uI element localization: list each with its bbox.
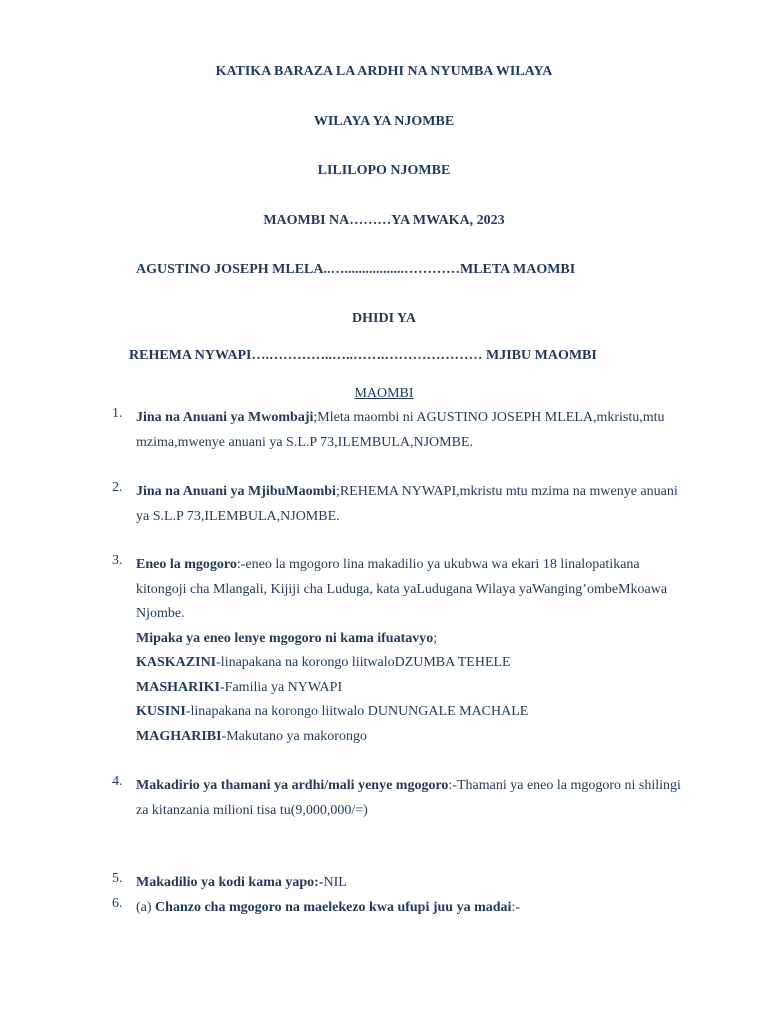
application-number: MAOMBI NA………YA MWAKA, 2023	[263, 213, 505, 228]
boundary-direction: MASHARIKI	[136, 679, 221, 695]
list-item-4	[112, 774, 682, 823]
boundary-description: -Familia ya NYWAPI	[220, 679, 343, 695]
boundary-description: -linapakana na korongo liitwaloDZUMBA TEHELE	[216, 655, 511, 670]
boundary-west	[136, 725, 682, 750]
item-number: 5.	[112, 871, 123, 886]
item-label: Jina na Anuani ya MjibuMaombi	[136, 484, 336, 499]
location-heading: LILILOPO NJOMBE	[317, 163, 451, 178]
item-text: :-	[511, 900, 520, 915]
boundary-east	[136, 676, 682, 701]
list-item-2	[112, 480, 682, 529]
list-item-5	[112, 871, 682, 896]
item-label: Jina na Anuani ya Mwombaji	[136, 410, 314, 425]
list-item-1	[112, 406, 682, 455]
boundary-description: -linapakana na korongo liitwalo DUNUNGALE MACHALE	[185, 704, 529, 719]
boundaries-heading: Mipaka ya eneo lenye mgogoro ni kama ifuatavyo	[136, 630, 434, 646]
boundary-direction: KUSINI	[136, 704, 186, 719]
boundary-south	[136, 700, 682, 725]
item-number: 4.	[112, 774, 123, 789]
boundary-direction: KASKAZINI	[136, 655, 217, 670]
boundaries-heading-end: ;	[433, 630, 438, 646]
item-number: 6.	[112, 896, 123, 911]
district-heading: WILAYA YA NJOMBE	[313, 114, 455, 129]
court-heading: KATIKA BARAZA LA ARDHI NA NYUMBA WILAYA	[215, 64, 553, 79]
item-label: Chanzo cha mgogoro na maelekezo kwa ufupi juu ya madai	[155, 900, 512, 915]
item-text: :-Thamani ya eneo la mgogoro ni shilingi za kitanzania milioni tisa tu(9,000,000/=)	[136, 778, 681, 818]
item-label: Makadirio ya thamani ya ardhi/mali yenye mgogoro	[136, 778, 449, 793]
item-label: Makadilio ya kodi kama yapo:-	[136, 875, 324, 890]
item-text: ;Mleta maombi ni AGUSTINO JOSEPH MLELA,mkristu,mtu mzima,mwenye anuani ya S.L.P 73,ILEMBULA,NJOMBE.	[136, 410, 665, 450]
section-title: MAOMBI	[354, 386, 414, 401]
applicant-line: AGUSTINO JOSEPH MLELA..….................…………MLETA MAOMBI	[136, 262, 576, 277]
item-text: ;REHEMA NYWAPI,mkristu mtu mzima na mwenye anuani ya S.L.P 73,ILEMBULA,NJOMBE.	[136, 484, 678, 524]
boundary-north	[136, 651, 682, 676]
item-number: 3.	[112, 553, 123, 568]
boundary-direction: MAGHARIBI	[136, 728, 222, 744]
boundary-description: -Makutano ya makorongo	[221, 728, 367, 744]
list-item-6	[112, 896, 682, 921]
versus-label: DHIDI YA	[352, 311, 416, 326]
item-number: 1.	[112, 406, 123, 421]
item-text: NIL	[323, 875, 347, 890]
item-label: Eneo la mgogoro	[136, 557, 237, 572]
list-item-3	[112, 553, 682, 749]
item-text: :-eneo la mgogoro lina makadilio ya ukubwa wa ekari 18 linalopatikana kitongoji cha Mlangali, Kijiji cha Luduga, kata yaLudugana Wilaya yaWanging’ombeMkoawa Njombe.	[136, 557, 668, 621]
respondent-line: REHEMA NYWAPI….…………..…..…….………………… MJIBU MAOMBI	[129, 348, 597, 363]
item-number: 2.	[112, 480, 123, 495]
item-prefix: (a)	[136, 900, 156, 915]
